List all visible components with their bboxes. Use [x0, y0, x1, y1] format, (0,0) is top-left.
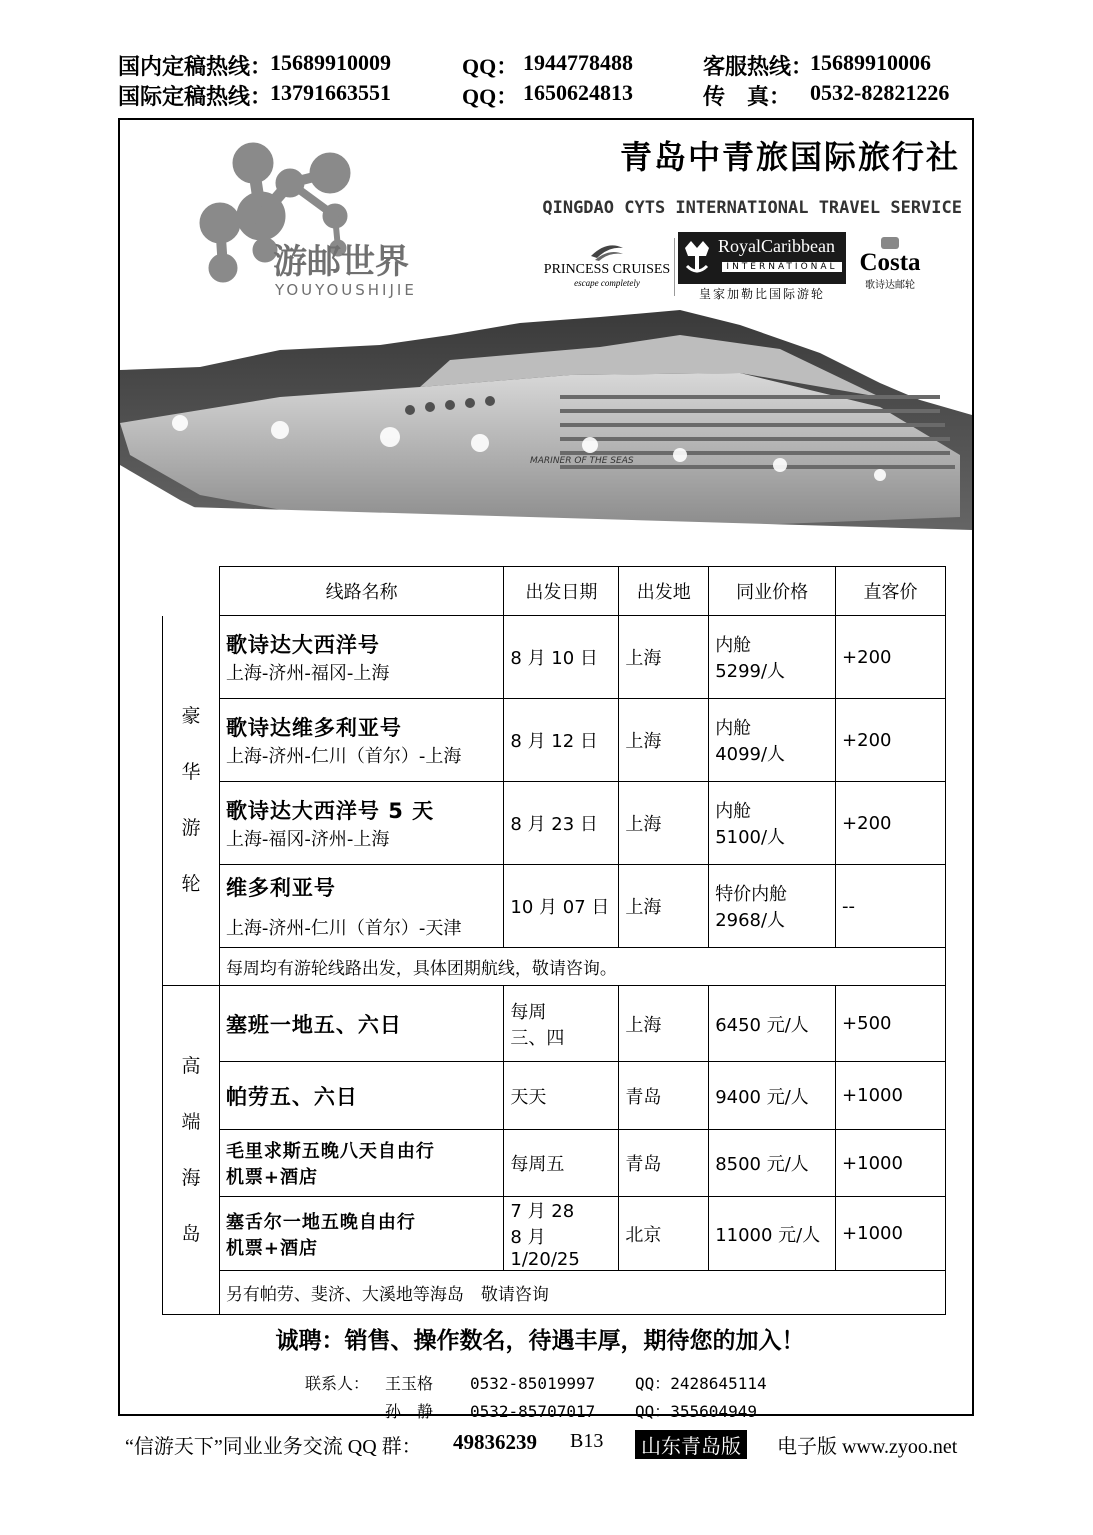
island-note: 另有帕劳、斐济、大溪地等海岛 敬请咨询: [219, 1271, 945, 1315]
category-char: 游: [181, 817, 201, 840]
category-island: [163, 986, 220, 1315]
qq-number-2: 1650624813: [523, 80, 633, 105]
date-cell: 8 月 12 日: [504, 699, 619, 782]
logo-en-text: YOUYOUSHIJIE: [275, 281, 417, 299]
price-value: 2968/人: [715, 910, 786, 931]
table-row: [163, 616, 946, 699]
retail-cell: --: [836, 865, 946, 948]
route-cell: [219, 865, 503, 948]
royal-caribbean-name: RoyalCaribbean: [718, 236, 835, 256]
table-note-row: [163, 948, 946, 986]
price-cell: 9400 元/人: [709, 1062, 836, 1130]
ship-name-text: MARINER OF THE SEAS: [530, 456, 634, 466]
route-cell: [219, 1197, 503, 1271]
cruise-note: 每周均有游轮线路出发，具体团期航线，敬请咨询。: [219, 948, 945, 986]
from-cell: 上海: [619, 865, 709, 948]
costa-name: Costa: [859, 249, 921, 276]
price-value: 5100/人: [715, 827, 786, 848]
from-cell: 上海: [619, 616, 709, 699]
fax-number: 0532-82821226: [810, 80, 950, 105]
contact-name-2: 孙 静: [385, 1402, 434, 1421]
table-row: [163, 1130, 946, 1197]
route-name: 塞舌尔一地五晚自由行: [225, 1211, 416, 1233]
route-ports: 上海-济州-仁川（首尔）-天津: [225, 918, 462, 939]
from-cell: 上海: [619, 782, 709, 865]
header-retail-price: 直客价: [836, 567, 946, 616]
qq-label-1: QQ：: [462, 54, 519, 79]
route-name: 帕劳五、六日: [225, 1084, 358, 1109]
category-char: 岛: [181, 1223, 201, 1245]
princess-name: PRINCESS CRUISES: [543, 262, 671, 277]
category-char: 高: [181, 1055, 201, 1077]
princess-cruises-logo: [540, 238, 675, 296]
fax-label: 传 真：: [703, 84, 792, 109]
header-trade-price: 同业价格: [709, 567, 836, 616]
from-cell: 青岛: [619, 1062, 709, 1130]
intl-hotline-phone: 13791663551: [270, 80, 391, 105]
route-cell: [219, 699, 503, 782]
from-cell: 青岛: [619, 1130, 709, 1197]
route-ports: 上海-济州-福冈-上海: [225, 663, 390, 684]
route-sub: 机票+酒店: [225, 1167, 319, 1188]
route-cell: [219, 1062, 503, 1130]
contact-name-1: 王玉格: [385, 1374, 434, 1393]
table-row: [163, 986, 946, 1062]
date-cell: [504, 986, 619, 1062]
agency-name-en: QINGDAO CYTS INTERNATIONAL TRAVEL SERVICE: [542, 198, 962, 218]
hotline-row-1: [0, 50, 1093, 80]
contact-label: 联系人：: [305, 1374, 370, 1393]
date-line-1: 每周: [510, 1001, 547, 1023]
route-name: 塞班一地五、六日: [225, 1012, 402, 1037]
date-cell: 10 月 07 日: [504, 865, 619, 948]
retail-cell: +1000: [836, 1197, 946, 1271]
cruise-brand-logos: [540, 230, 930, 302]
header-date: 出发日期: [504, 567, 619, 616]
date-line-1: 7 月 28: [510, 1201, 575, 1222]
route-name: 歌诗达大西洋号: [225, 633, 380, 657]
category-char: 海: [181, 1167, 201, 1189]
retail-cell: +500: [836, 986, 946, 1062]
youyou-logo: [195, 138, 465, 308]
date-cell: [504, 1197, 619, 1271]
from-cell: 上海: [619, 986, 709, 1062]
category-char: 轮: [181, 873, 201, 896]
table-header-row: [163, 567, 946, 616]
retail-cell: +200: [836, 616, 946, 699]
route-cell: [219, 782, 503, 865]
route-name: 维多利亚号: [225, 876, 336, 900]
route-name: 歌诗达大西洋号 5 天: [225, 799, 435, 823]
princess-wave-icon: [587, 238, 627, 262]
retail-cell: +200: [836, 782, 946, 865]
table-row: [163, 1062, 946, 1130]
royal-international-text: INTERNATIONAL: [722, 262, 842, 272]
page-footer: [125, 1430, 975, 1462]
retail-cell: +1000: [836, 1130, 946, 1197]
from-cell: 北京: [619, 1197, 709, 1271]
cabin-type: 内舱: [715, 801, 752, 822]
service-hotline-label: 客服热线：: [703, 54, 814, 79]
intl-hotline-label: 国际定稿热线：: [118, 84, 273, 109]
price-cell: [709, 782, 836, 865]
route-cell: [219, 986, 503, 1062]
recruitment-notice: 诚聘：销售、操作数名，待遇丰厚，期待您的加入！: [275, 1328, 805, 1354]
route-name: 歌诗达维多利亚号: [225, 716, 402, 740]
retail-cell: +1000: [836, 1062, 946, 1130]
route-ports: 上海-济州-仁川（首尔）-上海: [225, 746, 462, 767]
table-note-row: [163, 1271, 946, 1315]
qq-label-2: QQ：: [462, 84, 519, 109]
price-cell: 6450 元/人: [709, 986, 836, 1062]
price-cell: 11000 元/人: [709, 1197, 836, 1271]
route-cell: [219, 616, 503, 699]
costa-funnel-icon: [877, 234, 903, 250]
price-cell: [709, 616, 836, 699]
date-line-2: 三、四: [510, 1027, 565, 1049]
royal-caribbean-cn: 皇家加勒比国际游轮: [698, 287, 825, 301]
date-cell: 8 月 23 日: [504, 782, 619, 865]
table-row: [163, 699, 946, 782]
route-sub: 机票+酒店: [225, 1237, 319, 1259]
header-from: 出发地: [619, 567, 709, 616]
cabin-type: 内舱: [715, 718, 752, 739]
costa-logo: [850, 232, 930, 300]
footer-edition-badge: 山东青岛版: [635, 1430, 747, 1459]
category-luxury-cruise: [163, 616, 220, 986]
date-line-1: 天天: [510, 1086, 547, 1108]
price-cell: 8500 元/人: [709, 1130, 836, 1197]
table-row: [163, 782, 946, 865]
date-cell: 8 月 10 日: [504, 616, 619, 699]
contact-phone-2: 0532-85707017: [470, 1402, 596, 1421]
royal-caribbean-logo: [678, 232, 846, 302]
cabin-type: 内舱: [715, 635, 752, 656]
price-cell: [709, 865, 836, 948]
hotline-row-2: [0, 80, 1093, 110]
header-blank: [163, 567, 220, 616]
route-cell: [219, 1130, 503, 1197]
route-ports: 上海-福冈-济州-上海: [225, 829, 390, 850]
retail-cell: +200: [836, 699, 946, 782]
cruise-ship-photo: [120, 305, 972, 570]
route-table: [162, 566, 946, 1315]
contact-qq-1: QQ：2428645114: [635, 1374, 767, 1393]
date-cell: [504, 1062, 619, 1130]
date-cell: [504, 1130, 619, 1197]
hotline-header: [0, 0, 1093, 115]
route-name: 毛里求斯五晚八天自由行: [225, 1141, 435, 1162]
table-row: [163, 1197, 946, 1271]
qq-number-1: 1944778488: [523, 50, 633, 75]
domestic-hotline-phone: 15689910009: [270, 50, 391, 75]
contact-qq-2: QQ：355604949: [635, 1402, 757, 1421]
category-char: 华: [181, 761, 201, 784]
cabin-type: 特价内舱: [715, 884, 788, 905]
category-char: 端: [181, 1111, 201, 1133]
from-cell: 上海: [619, 699, 709, 782]
footer-group-number: 49836239: [453, 1430, 537, 1454]
footer-group-label: “信游天下”同业业务交流 QQ 群：: [125, 1436, 422, 1458]
header-route: 线路名称: [219, 567, 503, 616]
costa-cn: 歌诗达邮轮: [865, 280, 915, 291]
price-cell: [709, 699, 836, 782]
agency-name-cn: 青岛中青旅国际旅行社: [619, 138, 960, 176]
table-row: [163, 865, 946, 948]
date-line-1: 每周五: [510, 1154, 565, 1175]
princess-tagline: escape completely: [574, 278, 640, 288]
service-hotline-phone: 15689910006: [810, 50, 931, 75]
footer-page-number: B13: [570, 1430, 604, 1452]
contact-phone-1: 0532-85019997: [470, 1374, 596, 1393]
date-line-2: 8 月 1/20/25: [510, 1227, 580, 1270]
category-char: 豪: [181, 705, 201, 728]
logo-cn-text: 游邮世界: [273, 242, 409, 282]
domestic-hotline-label: 国内定稿热线：: [118, 54, 273, 79]
crown-anchor-icon: [682, 238, 712, 278]
footer-website: 电子版 www.zyoo.net: [777, 1436, 958, 1458]
price-value: 5299/人: [715, 661, 786, 682]
price-value: 4099/人: [715, 744, 786, 765]
